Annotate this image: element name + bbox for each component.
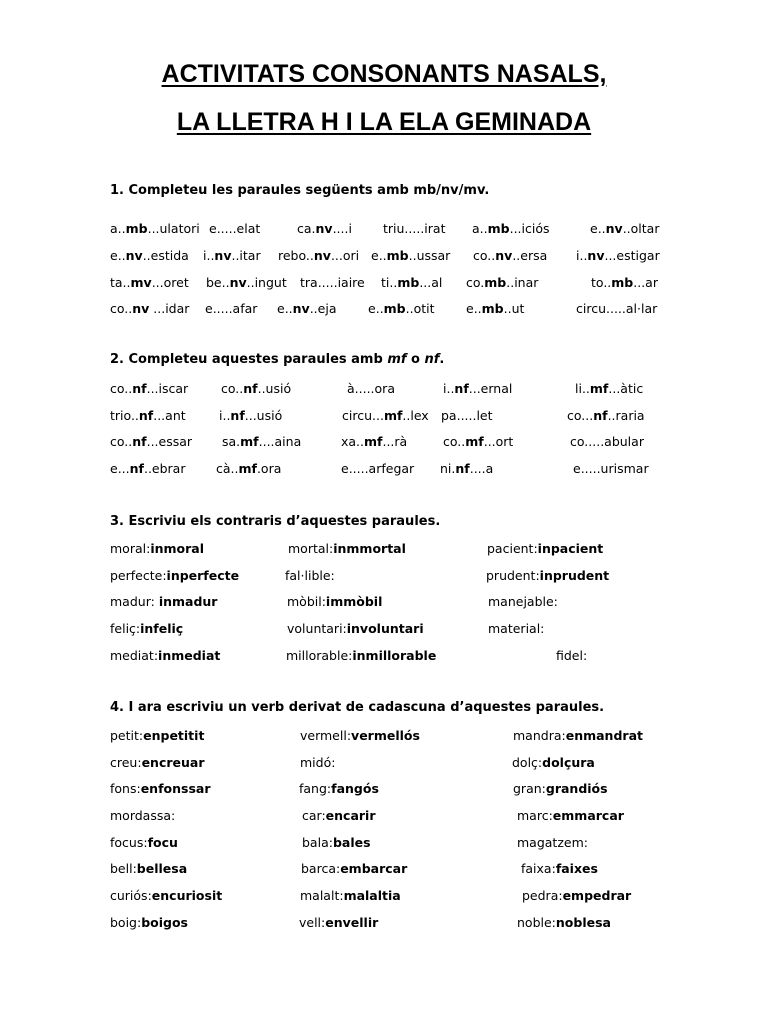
- section-1-item: co..nv ...idar: [110, 301, 190, 316]
- section-1-heading: 1. Completeu les paraules següents amb mb/nv/mv.: [110, 183, 490, 198]
- section-1-item: e.....afar: [205, 301, 258, 316]
- section-1-item: e..nv..eja: [277, 301, 337, 316]
- section-1-item: co..nv..ersa: [473, 248, 548, 263]
- section-4-item: marc:emmarcar: [517, 808, 624, 823]
- section-2-item: cà..mf.ora: [216, 461, 282, 476]
- section-1-item: e.....elat: [209, 221, 261, 236]
- section-1-item: i..nv...estigar: [576, 248, 660, 263]
- page-title-line-1: ACTIVITATS CONSONANTS NASALS,: [161, 60, 607, 88]
- section-1-item: triu.....irat: [383, 221, 446, 236]
- section-2-item: xa..mf...rà: [341, 434, 408, 449]
- section-3-item: manejable:: [488, 594, 558, 609]
- section-2-item: e...nf..ebrar: [110, 461, 186, 476]
- section-2-item: à.....ora: [347, 381, 395, 396]
- section-3-item: feliç:infeliç: [110, 621, 184, 636]
- section-2-item: co..nf...iscar: [110, 381, 189, 396]
- section-1-item: i..nv..itar: [203, 248, 261, 263]
- section-3-item: fidel:: [556, 648, 588, 663]
- section-1-item: e..nv..estida: [110, 248, 189, 263]
- section-4-item: creu:encreuar: [110, 755, 205, 770]
- section-4-item: curiós:encuriosit: [110, 888, 223, 903]
- section-4-item: mordassa:: [110, 808, 176, 823]
- section-4-item: focus:focu: [110, 835, 178, 850]
- section-4-item: petit:enpetitit: [110, 728, 205, 743]
- section-3-item: mòbil:immòbil: [287, 594, 383, 609]
- section-3-item: millorable:inmillorable: [286, 648, 437, 663]
- section-2-item: pa.....let: [441, 408, 493, 423]
- section-2-item: e.....arfegar: [341, 461, 415, 476]
- section-1-item: e..nv..oltar: [590, 221, 660, 236]
- section-2-item: e.....urismar: [573, 461, 649, 476]
- section-2-item: trio..nf...ant: [110, 408, 186, 423]
- section-2-item: co..nf...essar: [110, 434, 193, 449]
- section-2-item: circu...mf..lex: [342, 408, 429, 423]
- section-4-item: vell:envellir: [299, 915, 379, 930]
- section-4-item: bell:bellesa: [110, 861, 188, 876]
- section-4-item: magatzem:: [517, 835, 588, 850]
- section-3-item: pacient:inpacient: [487, 541, 604, 556]
- section-1-item: e..mb..ut: [466, 301, 525, 316]
- section-1-item: to..mb...ar: [591, 275, 658, 290]
- section-4-item: gran:grandiós: [513, 781, 608, 796]
- section-4-item: faixa:faixes: [521, 861, 598, 876]
- section-4-item: pedra:empedrar: [522, 888, 632, 903]
- section-4-item: malalt:malaltia: [300, 888, 401, 903]
- section-2-item: i..nf...usió: [219, 408, 283, 423]
- section-2-item: ni.nf....a: [440, 461, 494, 476]
- section-4-item: barca:embarcar: [301, 861, 408, 876]
- section-4-item: fang:fangós: [299, 781, 379, 796]
- section-2-item: co..mf...ort: [443, 434, 514, 449]
- section-3-item: madur: inmadur: [110, 594, 218, 609]
- section-3-item: mediat:inmediat: [110, 648, 221, 663]
- section-4-heading: 4. I ara escriviu un verb derivat de cadascuna d’aquestes paraules.: [110, 700, 605, 715]
- section-2-heading: 2. Completeu aquestes paraules amb mf o nf.: [110, 352, 445, 367]
- section-2-item: li..mf...àtic: [575, 381, 644, 396]
- section-3-item: material:: [488, 621, 545, 636]
- section-2-item: co..nf..usió: [221, 381, 292, 396]
- section-2-item: sa.mf....aina: [222, 434, 302, 449]
- section-3-item: prudent:inprudent: [486, 568, 610, 583]
- section-2-item: i..nf...ernal: [443, 381, 513, 396]
- section-3-item: moral:inmoral: [110, 541, 204, 556]
- section-1-item: rebo..nv...ori: [278, 248, 360, 263]
- section-2-item: co.....abular: [570, 434, 644, 449]
- section-1-item: ti..mb...al: [381, 275, 443, 290]
- section-1-item: a..mb...ulatori: [110, 221, 200, 236]
- section-4-item: vermell:vermellós: [300, 728, 420, 743]
- section-4-item: boig:boigos: [110, 915, 188, 930]
- section-4-item: fons:enfonssar: [110, 781, 211, 796]
- section-4-item: dolç:dolçura: [512, 755, 595, 770]
- section-4-item: car:encarir: [302, 808, 376, 823]
- section-1-item: co.mb..inar: [466, 275, 539, 290]
- section-3-item: perfecte:inperfecte: [110, 568, 240, 583]
- section-1-item: e..mb..ussar: [371, 248, 451, 263]
- section-1-item: e..mb..otit: [368, 301, 435, 316]
- section-4-item: bala:bales: [302, 835, 371, 850]
- section-3-item: fal·lible:: [285, 568, 335, 583]
- page-title-line-2: LA LLETRA H I LA ELA GEMINADA: [176, 108, 592, 136]
- section-1-item: ca.nv....i: [297, 221, 352, 236]
- section-1-item: be..nv..ingut: [206, 275, 287, 290]
- section-4-item: mandra:enmandrat: [513, 728, 643, 743]
- section-1-item: a..mb...iciós: [472, 221, 550, 236]
- section-2-item: co...nf..raria: [567, 408, 645, 423]
- section-4-item: midó:: [300, 755, 336, 770]
- section-3-item: voluntari:involuntari: [287, 621, 424, 636]
- section-1-item: ta..mv...oret: [110, 275, 189, 290]
- section-3-item: mortal:inmmortal: [288, 541, 406, 556]
- section-3-heading: 3. Escriviu els contraris d’aquestes paraules.: [110, 514, 441, 529]
- section-4-item: noble:noblesa: [517, 915, 611, 930]
- section-1-item: tra.....iaire: [300, 275, 365, 290]
- section-1-item: circu.....al·lar: [576, 301, 658, 316]
